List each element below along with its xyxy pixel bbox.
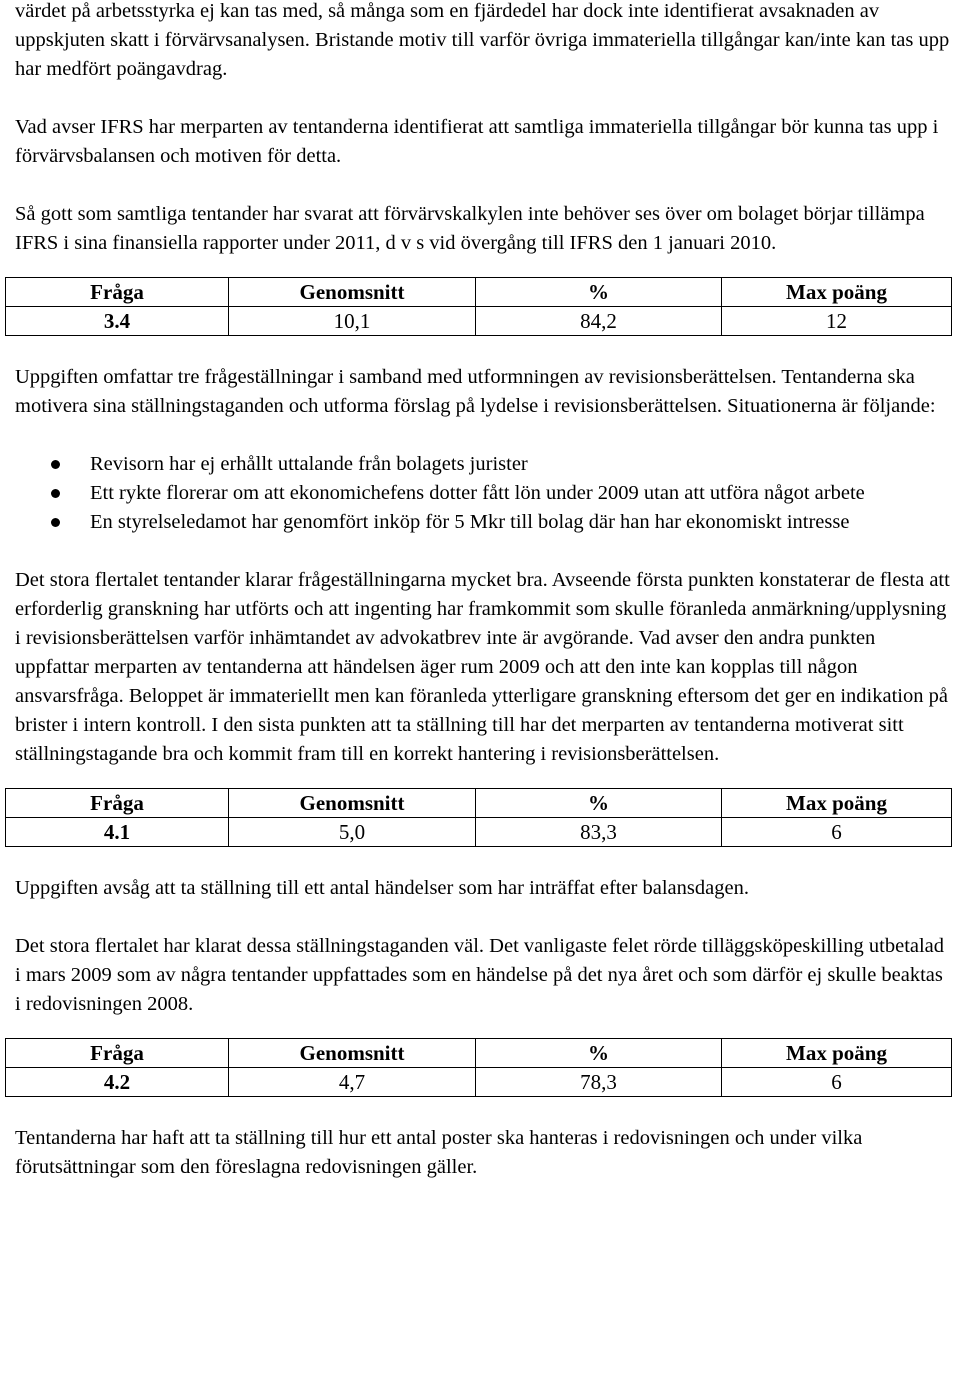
list-item-text: Ett rykte florerar om att ekonomichefens dotter fått lön under 2009 utan att utföra något arbete (90, 482, 865, 504)
cell-percent: 83,3 (476, 818, 722, 847)
cell-average: 5,0 (229, 818, 476, 847)
header-percent: % (476, 278, 722, 307)
cell-max-points: 6 (722, 1068, 952, 1097)
score-table-4-2 (5, 1038, 952, 1097)
header-average: Genomsnitt (229, 278, 476, 307)
header-percent: % (476, 789, 722, 818)
cell-question: 4.1 (6, 818, 229, 847)
paragraph: Det stora flertalet har klarat dessa ställningstaganden väl. Det vanligaste felet rörde tilläggsköpeskilling utbetalad i mars 2009 som av några tentander uppfattades som en händelse på det nya året och som därför ej skulle beaktas i redovisningen 2008. (15, 935, 945, 1015)
paragraph: Uppgiften avsåg att ta ställning till ett antal händelser som har inträffat efter balansdagen. (15, 877, 749, 899)
cell-average: 4,7 (229, 1068, 476, 1097)
score-table-row (6, 1068, 952, 1097)
bullet-icon (51, 518, 60, 527)
header-average: Genomsnitt (229, 789, 476, 818)
score-table-header-row (6, 278, 952, 307)
bullet-icon (51, 460, 60, 469)
paragraph: Det stora flertalet tentander klarar frågeställningarna mycket bra. Avseende första punkten konstaterar de flesta att erforderlig granskning har utförts och att ingenting har framkommit som skulle föranleda anmärkning/upplysning i revisionsberättelsen varför inhämtandet av advokatbrev inte är avgörande. Vad avser den andra punkten uppfattar merparten av tentanderna att händelsen äger rum 2009 och att den inte kan kopplas till någon ansvarsfråga. Beloppet är immateriellt men kan föranleda ytterligare granskning eftersom det ger en indikation på brister i intern kontroll. I den sista punkten att ta ställning till har det merparten av tentanderna motiverat sitt ställningstagande bra och kommit fram till en korrekt hantering i revisionsberättelsen. (15, 569, 950, 765)
header-max-points: Max poäng (722, 278, 952, 307)
header-max-points: Max poäng (722, 789, 952, 818)
header-question: Fråga (6, 278, 229, 307)
header-question: Fråga (6, 1039, 229, 1068)
header-question: Fråga (6, 789, 229, 818)
list-item (15, 479, 950, 508)
list-item-text: Revisorn har ej erhållt uttalande från bolagets jurister (90, 453, 528, 475)
paragraph: Så gott som samtliga tentander har svarat att förvärvskalkylen inte behöver ses över om bolaget börjar tillämpa IFRS i sina finansiella rapporter under 2011, d v s vid övergång till IFRS den 1 januari 2010. (15, 203, 925, 254)
bullet-list (15, 450, 950, 537)
score-table-row (6, 307, 952, 336)
list-item (15, 450, 950, 479)
score-table-header-row (6, 1039, 952, 1068)
cell-question: 3.4 (6, 307, 229, 336)
cell-max-points: 12 (722, 307, 952, 336)
list-item-text: En styrelseledamot har genomfört inköp för 5 Mkr till bolag där han har ekonomiskt intresse (90, 511, 850, 533)
header-max-points: Max poäng (722, 1039, 952, 1068)
cell-question: 4.2 (6, 1068, 229, 1097)
bullet-icon (51, 489, 60, 498)
cell-average: 10,1 (229, 307, 476, 336)
header-percent: % (476, 1039, 722, 1068)
paragraph: Vad avser IFRS har merparten av tentanderna identifierat att samtliga immateriella tillgångar bör kunna tas upp i förvärvsbalansen och motiven för detta. (15, 116, 939, 167)
score-table-row (6, 818, 952, 847)
paragraph: Uppgiften omfattar tre frågeställningar i samband med utformningen av revisionsberättelsen. Tentanderna ska motivera sina ställningstaganden och utforma förslag på lydelse i revisionsberättelsen. Situationerna är följande: (15, 366, 936, 417)
cell-percent: 78,3 (476, 1068, 722, 1097)
cell-max-points: 6 (722, 818, 952, 847)
score-table-header-row (6, 789, 952, 818)
cell-percent: 84,2 (476, 307, 722, 336)
paragraph: Tentanderna har haft att ta ställning till hur ett antal poster ska hanteras i redovisningen och under vilka förutsättningar som den föreslagna redovisningen gäller. (15, 1127, 863, 1178)
document-page (15, 0, 950, 1182)
list-item (15, 508, 950, 537)
score-table-4-1 (5, 788, 952, 847)
score-table-3-4 (5, 277, 952, 336)
paragraph: värdet på arbetsstyrka ej kan tas med, så många som en fjärdedel har dock inte identifierat avsaknaden av uppskjuten skatt i förvärvsanalysen. Bristande motiv till varför övriga immateriella tillgångar kan/inte kan tas upp har medfört poängavdrag. (15, 0, 950, 80)
header-average: Genomsnitt (229, 1039, 476, 1068)
